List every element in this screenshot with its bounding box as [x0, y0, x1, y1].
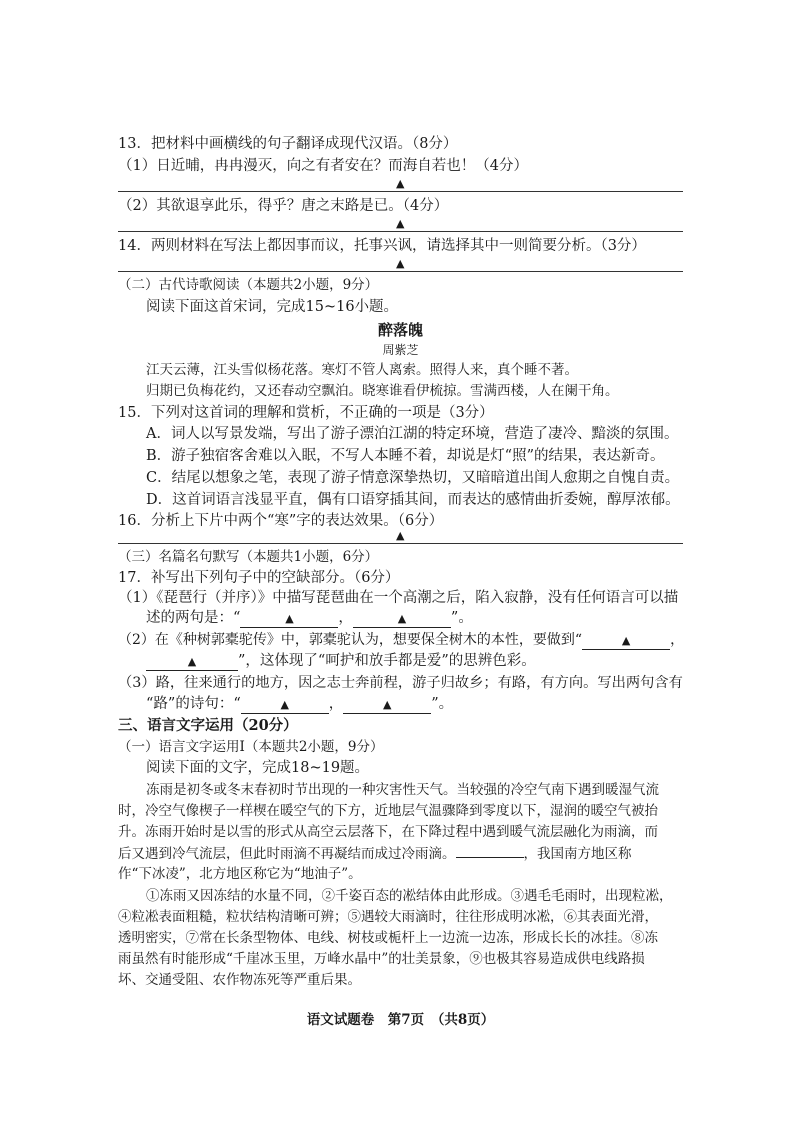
fill-blank[interactable]: [456, 843, 524, 858]
q15-stem: 15．下列对这首词的理解和赏析，不正确的一项是（3分）: [118, 405, 494, 421]
passage-p1-line1: 冻雨是初冬或冬末春初时节出现的一种灾害性天气。当较强的冷空气南下遇到暖湿气流: [146, 782, 659, 798]
text: ，: [670, 632, 685, 648]
section2-heading: （二）古代诗歌阅读（本题共2小题，9分）: [118, 277, 379, 293]
text: ”，这体现了“呵护和放手都是爱”的思辨色彩。: [238, 653, 536, 669]
text: ”。: [431, 696, 454, 712]
answer-line: [118, 271, 683, 272]
page-footer: 语文试题卷 第7页 （共8页）: [306, 1012, 495, 1028]
q14-stem: 14．两则材料在写法上都因事而议，托事兴讽，请选择其中一则简要分析。（3分）: [118, 238, 646, 254]
passage-p2-line4: 雨虽然有时能形成“千崖冰玉里，万峰水晶中”的壮美景象，⑨也极其容易造成供电线路损: [118, 951, 645, 967]
fill-blank[interactable]: [343, 696, 431, 714]
text: ，我国南方地区称: [523, 846, 632, 862]
answer-mark: ▲: [280, 698, 289, 711]
fill-blank[interactable]: [241, 696, 329, 714]
answer-line: [118, 231, 683, 232]
answer-mark: ▲: [396, 217, 405, 230]
passage-p2-line3: 透明密实，⑦常在长条型物体、电线、树枝或栀杆上一边流一边冻，形成长长的冰挂。⑧冻: [118, 930, 658, 946]
answer-mark: ▲: [383, 698, 392, 711]
answer-line: [118, 191, 683, 192]
text: 述的两句是：“: [146, 610, 241, 626]
answer-mark: ▲: [285, 612, 294, 625]
text: ，: [328, 696, 344, 712]
q17-stem: 17．补写出下列句子中的空缺部分。（6分）: [118, 570, 400, 586]
text: 后又遇到冷气流层，但此时雨滴不再凝结而成过冷雨滴。: [118, 846, 456, 862]
text: （2）在《种树郭橐驼传》中，郭橐驼认为，想要保全树木的本性，要做到“: [118, 632, 583, 648]
answer-mark: ▲: [187, 655, 197, 668]
q17-sub2-line1: [118, 630, 684, 650]
fill-blank[interactable]: [353, 610, 451, 628]
passage-p2-line5: 坏、交通受阻、农作物冻死等严重后果。: [118, 972, 361, 988]
fill-blank[interactable]: [582, 632, 670, 650]
poem-title: 醉落魄: [377, 321, 423, 339]
passage-p2-line1: ①冻雨又因冻结的水量不同，②千姿百态的凇结体由此形成。③遇毛毛雨时，出现粒凇，: [146, 888, 673, 904]
q15-option-c: C．结尾以想象之笔，表现了游子情意深挚热切，又暗暗道出闺人愈期之自愧自责。: [146, 470, 680, 486]
passage-p1-line5: 作“下冰凌”，北方地区称它为“地油子”。: [118, 866, 362, 882]
q13-sub2: （2）其欲退享此乐，得乎？唐之末路是已。（4分）: [118, 198, 449, 214]
answer-mark: ▲: [396, 257, 405, 270]
poem-line-2: 归期已负梅花约，又还春动空飘泊。晓寒谁看伊梳掠。雪满西楼，人在阑干角。: [146, 383, 619, 399]
fill-blank[interactable]: [240, 610, 338, 628]
answer-mark: ▲: [621, 634, 631, 647]
answer-mark: ▲: [397, 612, 407, 625]
text: “路”的诗句：“: [146, 696, 241, 712]
text: ，: [338, 610, 353, 626]
fill-blank[interactable]: [146, 653, 238, 671]
q17-sub3-line2: [146, 694, 453, 714]
answer-mark: ▲: [396, 529, 405, 542]
passage-p1-line2: 时，冷空气像楔子一样楔在暖空气的下方，近地层气温骤降到零度以下，湿润的暖空气被抬: [118, 803, 658, 819]
text: ”。: [450, 610, 473, 626]
q17-sub1-line1: （1）《琵琶行（并序）》中描写琵琶曲在一个高潮之后，陷入寂静，没有任何语言可以描: [118, 590, 679, 606]
passage-p2-line2: ④粒凇表面粗糙，粒状结构清晰可辨；⑤遇较大雨滴时，往往形成明冰凇，⑥其表面光滑，: [118, 909, 658, 925]
q17-sub2-line2: [146, 651, 536, 671]
answer-mark: ▲: [396, 177, 405, 190]
part3-heading: 三、语言文字运用（20分）: [118, 717, 298, 734]
q13-stem: 13．把材料中画横线的句子翻译成现代汉语。（8分）: [118, 136, 458, 152]
q15-option-d: D．这首词语言浅显平直，偶有口语穿插其间，而表达的感情曲折委婉，醇厚浓郁。: [146, 492, 680, 508]
part3-intro: 阅读下面的文字，完成18~19题。: [146, 760, 370, 776]
poem-author: 周紫芝: [382, 343, 419, 357]
answer-line: [118, 543, 683, 544]
q13-sub1: （1）日近晡，冉冉漫灭，向之有者安在？而海自若也！（4分）: [118, 158, 528, 174]
part3-sub1-heading: （一）语言文字运用Ⅰ（本题共2小题，9分）: [118, 739, 384, 755]
q17-sub3-line1: （3）路，往来通行的地方，因之志士奔前程，游子归故乡；有路，有方向。写出两句含有: [118, 675, 683, 691]
section2-intro: 阅读下面这首宋词，完成15~16小题。: [146, 299, 399, 315]
passage-p1-line4: [118, 843, 632, 864]
q16-stem: 16．分析上下片中两个“寒”字的表达效果。（6分）: [118, 513, 444, 529]
poem-line-1: 江天云薄，江头雪似杨花落。寒灯不管人离索。照得人来，真个睡不著。: [146, 362, 578, 378]
q17-sub1-line2: [146, 608, 473, 628]
q15-option-a: A．词人以写景发端，写出了游子漂泊江湖的特定环境，营造了凄冷、黯淡的氛围。: [146, 426, 679, 442]
section3-heading: （三）名篇名句默写（本题共1小题，6分）: [118, 549, 379, 565]
q15-option-b: B．游子独宿客舍难以入眠，不写人本睡不着，却说是灯“照”的结果，表达新奇。: [146, 448, 665, 464]
passage-p1-line3: 升。冻雨开始时是以雪的形式从高空云层落下，在下降过程中遇到暖气流层融化为雨滴，而: [118, 824, 658, 840]
